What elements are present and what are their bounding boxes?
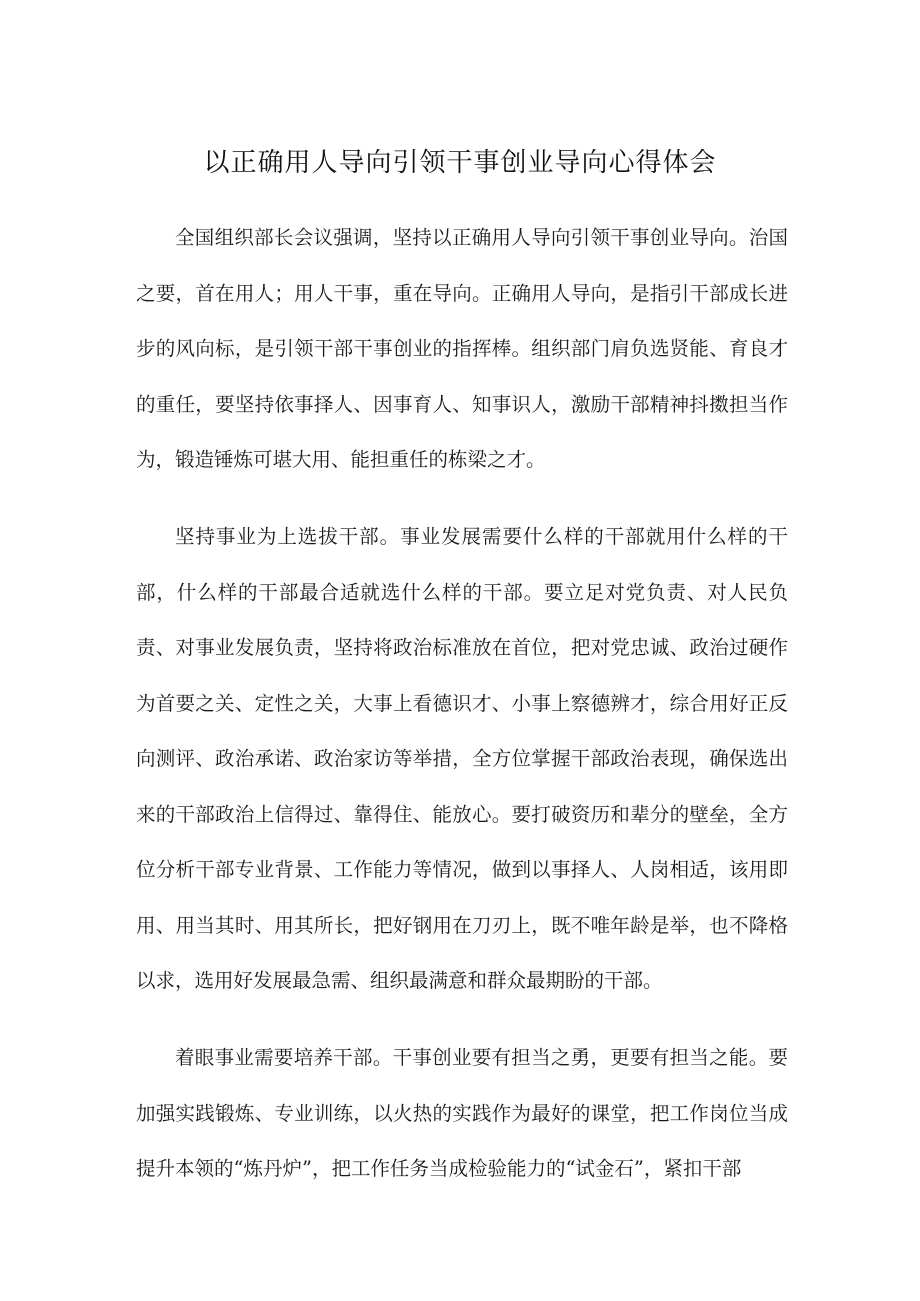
- paragraph-selection: 坚持事业为上选拔干部。事业发展需要什么样的干部就用什么样的干部，什么样的干部最合适就选什么样的干部。要立足对党负责、对人民负责、对事业发展负责，坚持将政治标准放在首位，把对党忠诚、政治过硬作为首要之关、定性之关，大事上看德识才、小事上察德辨才，综合用好正反向测评、政治承诺、政治家访等举措，全方位掌握干部政治表现，确保选出来的干部政治上信得过、靠得住、能放心。要打破资历和辈分的壁垒，全方位分析干部专业背景、工作能力等情况，做到以事择人、人岗相适，该用即用、用当其时、用其所长，把好钢用在刀刃上，既不唯年龄是举，也不降格以求，选用好发展最急需、组织最满意和群众最期盼的干部。: [136, 525, 788, 992]
- paragraph-intro: 全国组织部长会议强调，坚持以正确用人导向引领干事创业导向。治国之要，首在用人；用人干事，重在导向。正确用人导向，是指引干部成长进步的风向标，是引领干部干事创业的指挥棒。组织部门肩负选贤能、育良才的重任，要坚持依事择人、因事育人、知事识人，激励干部精神抖擞担当作为，锻造锤炼可堪大用、能担重任的栋梁之才。: [136, 226, 788, 471]
- paragraph-training: 着眼事业需要培养干部。干事创业要有担当之勇，更要有担当之能。要加强实践锻炼、专业训练，以火热的实践作为最好的课堂，把工作岗位当成提升本领的“炼丹炉”，把工作任务当成检验能力的“试金石”，紧扣干部: [136, 1046, 788, 1180]
- document-title: 以正确用人导向引领干事创业导向心得体会: [203, 148, 717, 178]
